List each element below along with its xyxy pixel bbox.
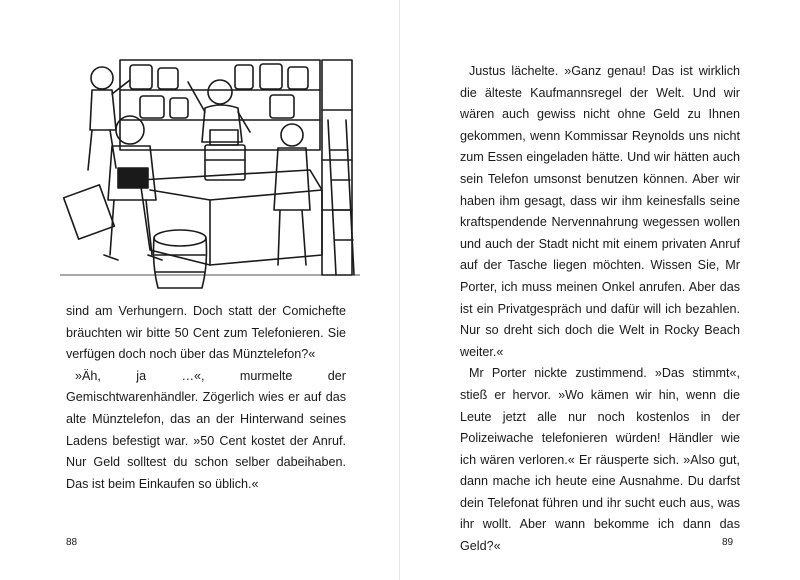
- boy-head: [91, 67, 113, 89]
- jar: [130, 65, 152, 89]
- left-page-text: [66, 301, 346, 495]
- shop-illustration: [60, 50, 360, 290]
- jar: [170, 98, 188, 118]
- jar: [260, 64, 282, 89]
- jar: [270, 95, 294, 118]
- paragraph: Justus lächelte. »Ganz genau! Das ist wirklich die älteste Kaufmannsregel der Welt. Und wir wären auch gewiss nicht ohne Geld zu Ihnen gekommen, wenn Kommissar Reynolds uns nicht zum Essen eingeladen hätte. Und wir hätten auch sein Telefon umsonst benutzen können. Aber wir haben ihm gesagt, dass wir ihm keinesfalls seine kraftspendende Nervennahrung wegessen wollen und auch der Stadt nicht mit einem privaten Anruf auf der Tasche liegen möchten. Wissen Sie, Mr Porter, ich muss meinen Onkel anrufen. Aber das ist ein Privatgespräch und dafür will ich bezahlen. Nur so dreht sich doch die Welt in Rocky Beach weiter.«: [460, 64, 740, 359]
- shopkeeper-head: [208, 80, 232, 104]
- paragraph: »Äh, ja …«, murmelte der Gemischtwarenhändler. Zögerlich wies er auf das alte Münztelefon, das an der Hinterwand seines Ladens befestigt war. »50 Cent kostet der Anruf. Nur Geld solltest du schon selber dabeihaben. Das ist beim Einkaufen so üblich.«: [66, 368, 346, 491]
- side-shelf: [322, 60, 352, 275]
- right-page: [400, 0, 800, 580]
- jar: [158, 68, 178, 89]
- page-number: 88: [66, 537, 78, 548]
- right-page-text: [460, 61, 740, 558]
- boy-head: [281, 124, 303, 146]
- paragraph: Mr Porter nickte zustimmend. »Das stimmt«, stieß er hervor. »Wo kämen wir hin, wenn die Leute jetzt alle nur noch kostenlos in der Polizeiwache telefonieren würden! Händler wie ich wären verloren.« Er räusperte sich. »Also gut, dann mache ich heute eine Ausnahme. Du darfst dein Telefonat führen und ihr sucht euch aus, was ihr wollt. Aber wann bekomme ich dann das Geld?«: [460, 366, 740, 554]
- jar: [140, 96, 164, 118]
- comic-book: [64, 185, 115, 239]
- page-number: 89: [722, 537, 734, 548]
- counter: [140, 170, 322, 265]
- barrel-top: [154, 230, 206, 246]
- jar: [288, 67, 308, 89]
- jar: [235, 65, 253, 89]
- paragraph: sind am Verhungern. Doch statt der Comichefte bräuchten wir bitte 50 Cent zum Telefonieren. Sie verfügen doch noch über das Münztelefon?«: [66, 304, 346, 362]
